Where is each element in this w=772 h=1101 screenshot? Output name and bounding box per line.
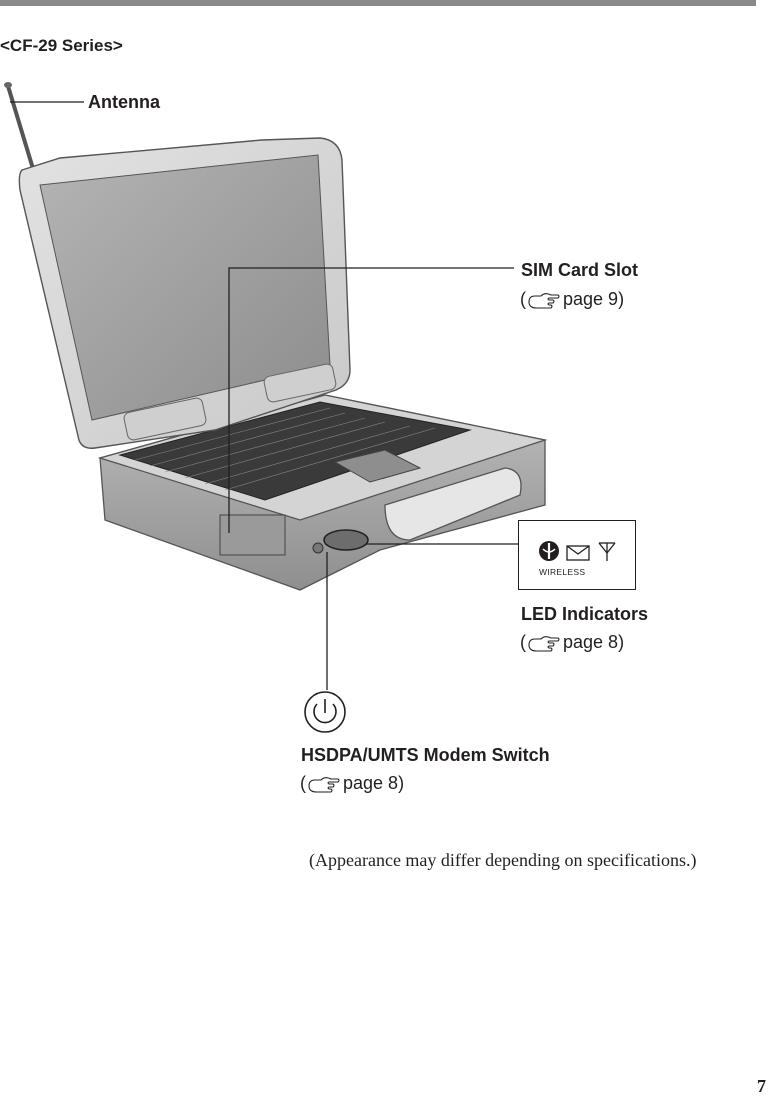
led-panel-caption: WIRELESS	[539, 567, 586, 577]
led-indicators-ref-text: page 8	[563, 632, 619, 652]
mail-led-icon	[567, 546, 589, 560]
antenna-rod	[4, 82, 34, 172]
antenna-label: Antenna	[88, 92, 160, 112]
sim-slot-label: SIM Card Slot	[521, 260, 639, 280]
finger-pointer-icon	[527, 633, 561, 653]
finger-pointer-icon	[527, 290, 561, 310]
modem-switch-ref: ( page 8 )	[300, 773, 405, 793]
appearance-note: (Appearance may differ depending on specifications.)	[309, 850, 697, 870]
power-icon	[305, 692, 345, 732]
led-indicators-label: LED Indicators	[521, 604, 649, 624]
wireless-led-icon	[539, 541, 559, 561]
led-indicator-panel	[518, 520, 636, 590]
antenna-signal-icon	[599, 543, 615, 561]
finger-pointer-icon	[307, 774, 341, 794]
page-number: 7	[757, 1076, 766, 1096]
led-indicators-ref: ( page 8 )	[520, 632, 625, 652]
series-heading: <CF-29 Series>	[0, 36, 123, 55]
front-power-switch	[313, 543, 323, 553]
modem-switch-label: HSDPA/UMTS Modem Switch	[301, 745, 550, 765]
sim-slot-ref: ( page 9 )	[520, 289, 625, 309]
sim-slot-bay	[220, 515, 285, 555]
sim-slot-ref-text: page 9	[563, 289, 619, 309]
front-led-cluster	[324, 530, 368, 550]
modem-switch-ref-text: page 8	[343, 773, 399, 793]
